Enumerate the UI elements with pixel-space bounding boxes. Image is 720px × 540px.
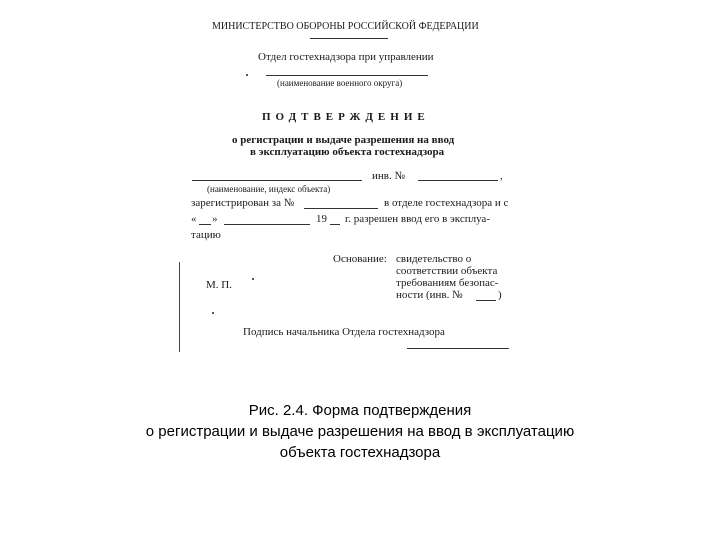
form-subtitle-1: о регистрации и выдаче разрешения на ввод — [232, 134, 455, 146]
scanned-form: МИНИСТЕРСТВО ОБОРОНЫ РОССИЙСКОЙ ФЕДЕРАЦИИ Отдел гостехнадзора при управлении (наименование военного округа) ПОДТВЕРЖДЕНИЕ о регистрации и выдаче разрешения на ввод в эксплуатацию объекта гостехнадзора инв. № , (наименование, индекс объекта) зарегистрирован за № в отделе гостехнадзора и с « » 19 г. разрешен ввод его в эксплуа- тацию Основание: свидетельство о соответствии объекта требованиям безопас- ности (инв. № ) М. П. Подпись начальника Отдела гостехнадзора — [0, 0, 720, 390]
ministry-header: МИНИСТЕРСТВО ОБОРОНЫ РОССИЙСКОЙ ФЕДЕРАЦИИ — [212, 21, 479, 32]
wrap-text: тацию — [191, 229, 221, 241]
basis-line-1: свидетельство о — [396, 253, 472, 265]
scan-speck — [252, 278, 254, 280]
figure-caption — [0, 400, 720, 463]
scan-margin-line — [179, 262, 180, 352]
basis-line-4: ности (инв. № — [396, 289, 463, 301]
signature-line — [407, 348, 509, 349]
caption-line-2: о регистрации и выдаче разрешения на ввод в эксплуатацию — [145, 423, 575, 440]
scan-speck — [246, 74, 248, 76]
date-open-quote: « — [191, 213, 197, 225]
caption-line-3: объекта гостехнадзора — [279, 444, 441, 461]
permitted-text: г. разрешен ввод его в эксплуа- — [345, 213, 490, 225]
department-text: Отдел гостехнадзора при управлении — [258, 51, 434, 63]
district-hint: (наименование военного округа) — [277, 78, 403, 88]
header-underline — [310, 38, 388, 39]
inv-label: инв. № — [372, 170, 405, 182]
district-line — [266, 75, 428, 76]
year-line — [330, 224, 340, 225]
basis-inv-line — [476, 300, 496, 301]
signature-caption: Подпись начальника Отдела гостехнадзора — [243, 326, 445, 338]
scan-speck — [212, 312, 214, 314]
registered-dept-text: в отделе гостехнадзора и с — [384, 197, 509, 209]
object-line — [192, 180, 362, 181]
form-subtitle-2: в эксплуатацию объекта гостехнадзора — [250, 146, 445, 158]
basis-close: ) — [498, 289, 502, 301]
caption-line-1: Рис. 2.4. Форма подтверждения — [248, 402, 472, 419]
registration-number-line — [304, 208, 378, 209]
date-close-quote: » — [212, 213, 218, 225]
inv-line — [418, 180, 498, 181]
basis-line-2: соответствии объекта — [396, 265, 498, 277]
form-title: ПОДТВЕРЖДЕНИЕ — [262, 111, 430, 123]
stamp-mark: М. П. — [206, 279, 232, 291]
basis-line-3: требованиям безопас- — [396, 277, 499, 289]
year-prefix: 19 — [316, 213, 327, 225]
basis-label: Основание: — [333, 253, 387, 265]
month-line — [224, 224, 310, 225]
day-line — [199, 224, 211, 225]
registered-text: зарегистрирован за № — [191, 197, 295, 209]
object-hint: (наименование, индекс объекта) — [207, 184, 331, 194]
